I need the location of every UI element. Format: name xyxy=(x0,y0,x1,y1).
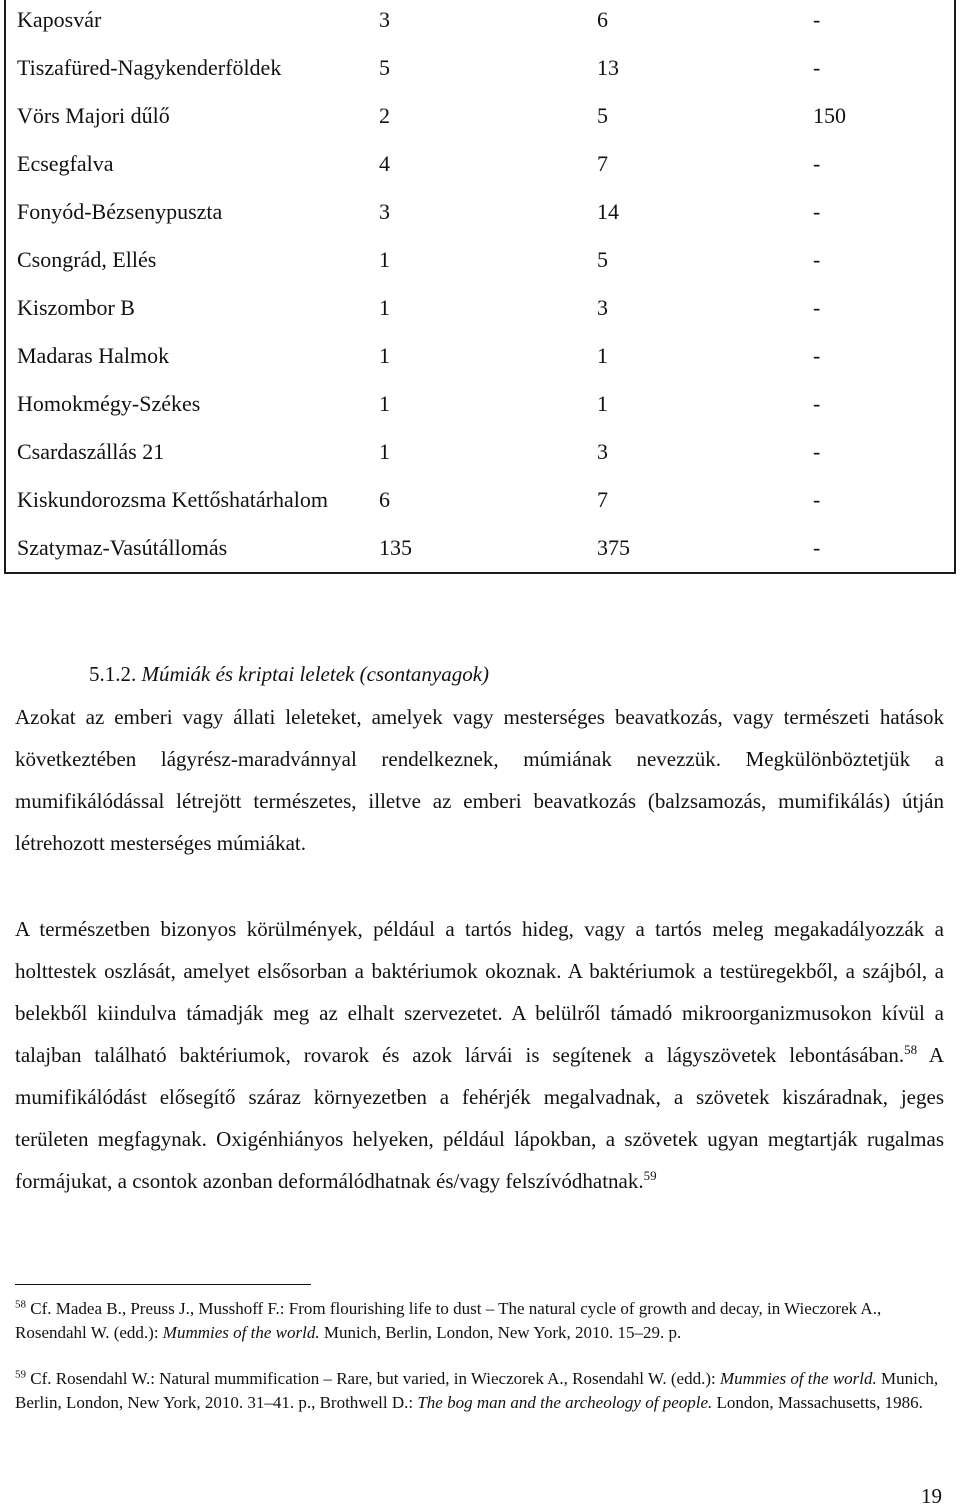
footnote-divider xyxy=(15,1284,311,1285)
site-name: Ecsegfalva xyxy=(17,151,114,176)
site-name: Kiskundorozsma Kettőshatárhalom xyxy=(17,487,328,512)
paragraph-text: A mumifikálódást elősegítő száraz környezetben a fehérjék megalvadnak, a szövetek kiszáradnak, jeges területen megfagynak. Oxigénhiányos helyeken, például lápokban, a szövetek ugyan megtartják rugalmas formájukat, a csontok azonban deformálódhatnak és/vagy felszívódhatnak. xyxy=(15,1043,945,1193)
table-row xyxy=(6,440,954,488)
value-col2: 7 xyxy=(597,151,608,176)
section-number: 5.1.2. xyxy=(89,662,137,686)
table-row xyxy=(6,536,954,584)
paragraph-text: A természetben bizonyos körülmények, például a tartós hideg, vagy a tartós meleg megakadályozzák a holttestek oszlását, amelyet elsősorban a baktériumok okoznak. A baktériumok a testüregekből, a szájból, a belekből kiindulva támadják meg az elhalt szervezetet. A belülről támadó mikroorganizmusokon kívül a talajban található baktériumok, rovarok és azok lárvái is segítenek a lágyszövetek lebontásában. xyxy=(15,917,944,1067)
value-col2: 14 xyxy=(597,199,619,224)
site-name: Csardaszállás 21 xyxy=(17,439,165,464)
footnote-59 xyxy=(15,1367,944,1415)
value-col3: - xyxy=(813,439,821,464)
table-row xyxy=(6,8,954,56)
value-col3: - xyxy=(813,199,821,224)
footnote-text: Cf. Madea B., Preuss J., Musshoff F.: From flourishing life to dust – The natural cycle of growth and decay, in Wieczorek A., Rosendahl W. (edd.): xyxy=(15,1299,882,1342)
footnote-book-title: Mummies of the world. xyxy=(162,1323,320,1342)
section-title: Múmiák és kriptai leletek (csontanyagok) xyxy=(141,662,490,686)
footnote-book-title: The bog man and the archeology of people. xyxy=(417,1393,713,1412)
footnote-58 xyxy=(15,1297,944,1345)
value-col2: 7 xyxy=(597,487,608,512)
value-col3: - xyxy=(813,343,821,368)
value-col2: 375 xyxy=(597,535,630,560)
table-row xyxy=(6,152,954,200)
site-name: Kaposvár xyxy=(17,7,102,32)
footnote-book-title: Mummies of the world. xyxy=(719,1369,877,1388)
value-col1: 1 xyxy=(379,295,390,320)
page-number: 19 xyxy=(921,1484,942,1508)
paragraph-mummies-definition: Azokat az emberi vagy állati leleteket, amelyek vagy mesterséges beavatkozás, vagy természeti hatások következtében lágyrész-maradvánnyal rendelkeznek, múmiának nevezzük. Megkülönböztetjük a mumifikálódással létrejött természetes, illetve az emberi beavatkozás (balzsamozás, mumifikálás) útján létrehozott mesterséges múmiákat. xyxy=(15,705,944,855)
footnote-text: London, Massachusetts, 1986. xyxy=(712,1393,923,1412)
value-col3: - xyxy=(813,487,821,512)
paragraph-natural-mummification xyxy=(15,908,944,1202)
footnote-number: 59 xyxy=(15,1368,26,1381)
site-name: Fonyód-Bézsenypuszta xyxy=(17,199,223,224)
value-col2: 3 xyxy=(597,295,608,320)
value-col1: 1 xyxy=(379,439,390,464)
table-row xyxy=(6,56,954,104)
site-name: Vörs Majori dűlő xyxy=(17,103,170,128)
footnote-text: Munich, Berlin, London, New York, 2010. 15–29. p. xyxy=(319,1323,682,1342)
value-col3: - xyxy=(813,295,821,320)
table-row xyxy=(6,296,954,344)
value-col1: 5 xyxy=(379,55,390,80)
value-col3: - xyxy=(813,55,821,80)
value-col1: 4 xyxy=(379,151,390,176)
value-col2: 1 xyxy=(597,343,608,368)
footnote-ref-59[interactable]: 59 xyxy=(643,1168,657,1183)
site-name: Csongrád, Ellés xyxy=(17,247,157,272)
value-col3: - xyxy=(813,151,821,176)
value-col2: 13 xyxy=(597,55,619,80)
value-col1: 6 xyxy=(379,487,390,512)
value-col2: 6 xyxy=(597,7,608,32)
value-col2: 5 xyxy=(597,247,608,272)
site-name: Tiszafüred-Nagykenderföldek xyxy=(17,55,282,80)
site-name: Madaras Halmok xyxy=(17,343,170,368)
table-row xyxy=(6,392,954,440)
value-col3: - xyxy=(813,247,821,272)
table-row xyxy=(6,248,954,296)
value-col1: 2 xyxy=(379,103,390,128)
table-row xyxy=(6,104,954,152)
sites-table xyxy=(4,0,956,574)
site-name: Homokmégy-Székes xyxy=(17,391,201,416)
value-col1: 1 xyxy=(379,343,390,368)
footnote-number: 58 xyxy=(15,1298,26,1311)
table-row xyxy=(6,200,954,248)
value-col2: 1 xyxy=(597,391,608,416)
value-col1: 1 xyxy=(379,391,390,416)
table-row xyxy=(6,488,954,536)
value-col1: 3 xyxy=(379,7,390,32)
table-row xyxy=(6,344,954,392)
value-col3: - xyxy=(813,535,821,560)
value-col1: 135 xyxy=(379,535,412,560)
footnote-text: Munich, Berlin, London, New York, 2010. 31–41. p., Brothwell D.: xyxy=(15,1369,939,1412)
value-col1: 1 xyxy=(379,247,390,272)
value-col3: 150 xyxy=(813,103,846,128)
value-col3: - xyxy=(813,391,821,416)
footnote-text: Cf. Rosendahl W.: Natural mummification – Rare, but varied, in Wieczorek A., Rosendahl W. (edd.): xyxy=(26,1369,720,1388)
footnote-ref-58[interactable]: 58 xyxy=(904,1042,918,1057)
site-name: Kiszombor B xyxy=(17,295,135,320)
value-col3: - xyxy=(813,7,821,32)
value-col2: 3 xyxy=(597,439,608,464)
site-name: Szatymaz-Vasútállomás xyxy=(17,535,228,560)
section-heading xyxy=(89,662,489,687)
value-col1: 3 xyxy=(379,199,390,224)
value-col2: 5 xyxy=(597,103,608,128)
